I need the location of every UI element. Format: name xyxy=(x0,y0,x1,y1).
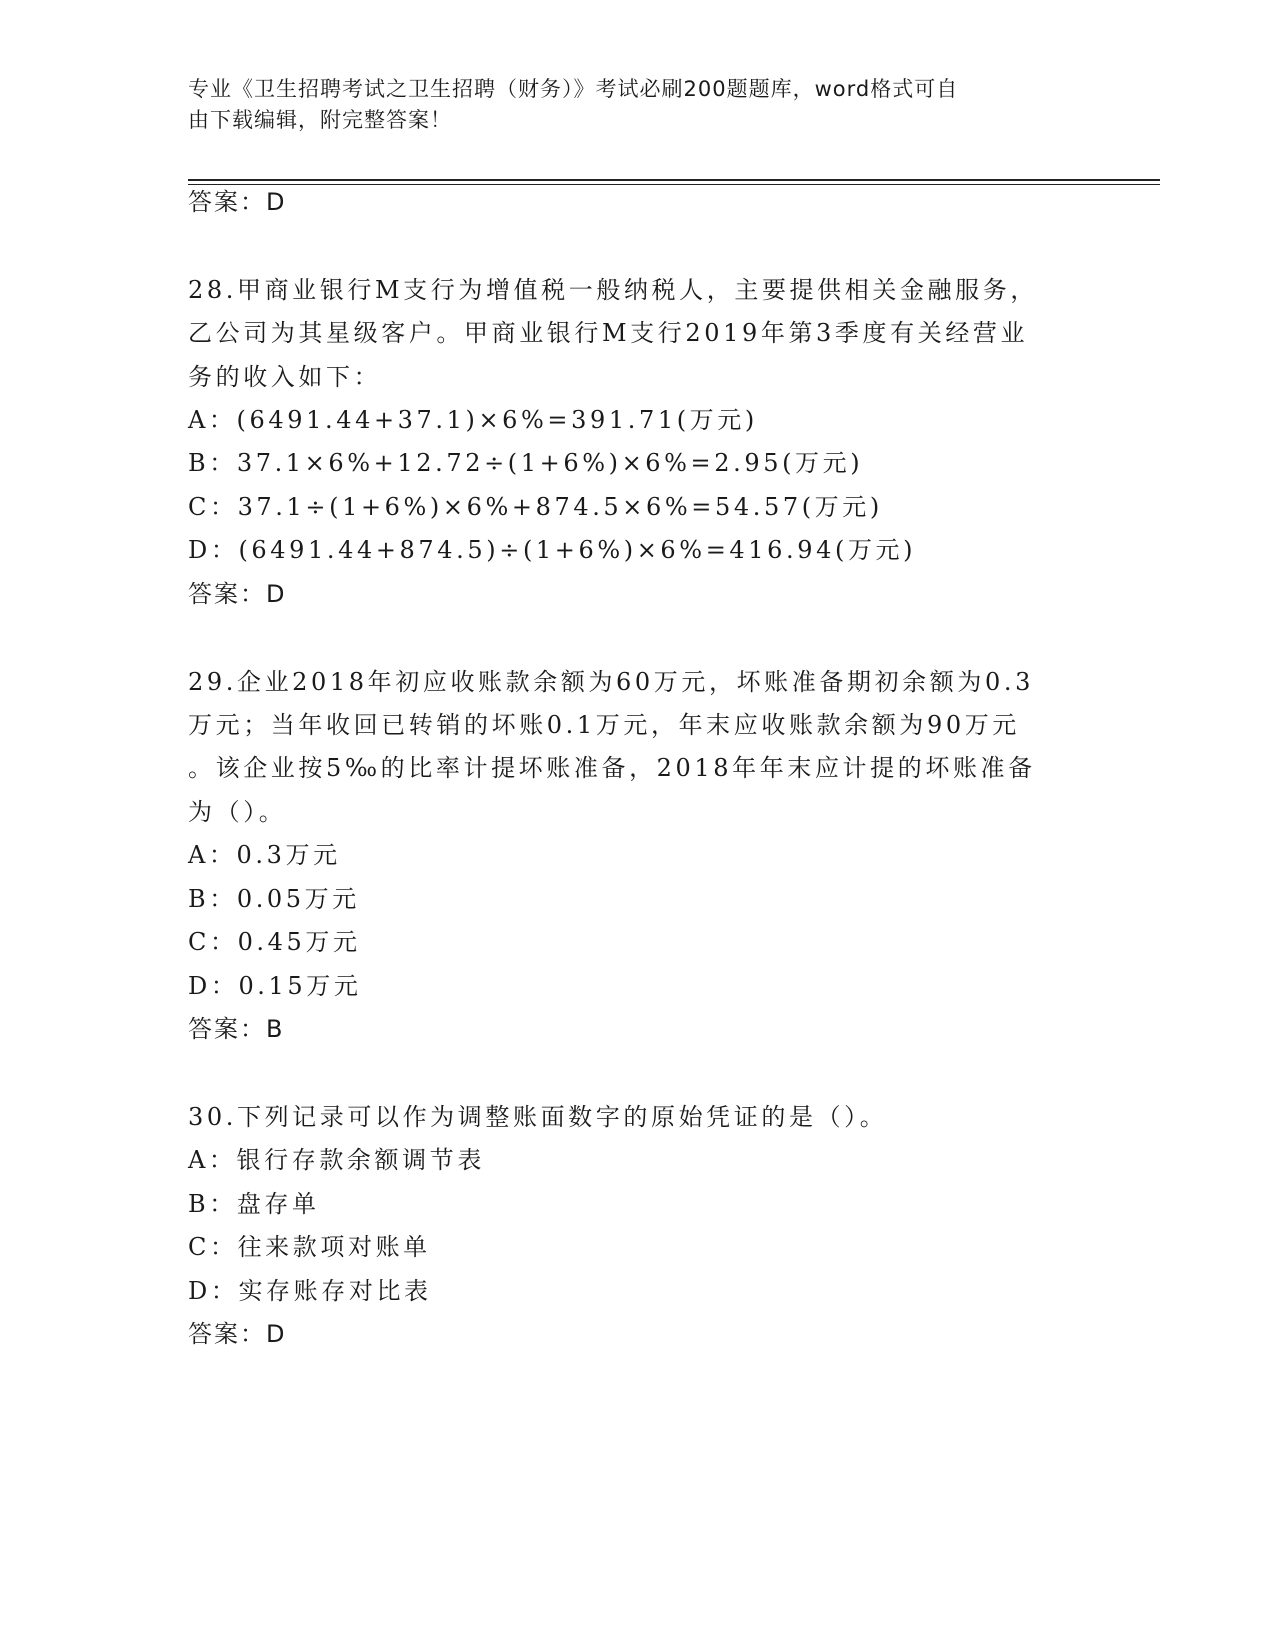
option-c: C：37.1÷(1+6%)×6%+874.5×6%=54.57(万元) xyxy=(188,493,883,521)
option-a: A：银行存款余额调节表 xyxy=(188,1146,485,1174)
option-a: A：(6491.44+37.1)×6%=391.71(万元) xyxy=(188,406,758,434)
question-stem-line: 29.企业2018年初应收账款余额为60万元，坏账准备期初余额为0.3 xyxy=(188,668,1034,696)
option-b: B：0.05万元 xyxy=(188,885,360,913)
answer: 答案：D xyxy=(188,1320,287,1348)
option-d: D：实存账存对比表 xyxy=(188,1277,432,1305)
answer: 答案：D xyxy=(188,580,287,608)
question-stem-line: 28.甲商业银行M支行为增值税一般纳税人，主要提供相关金融服务， xyxy=(188,276,1038,304)
option-d: D：0.15万元 xyxy=(188,972,362,1000)
option-b: B：37.1×6%+12.72÷(1+6%)×6%=2.95(万元) xyxy=(188,449,864,477)
option-c: C：0.45万元 xyxy=(188,928,361,956)
previous-answer: 答案：D xyxy=(188,188,287,216)
question-stem-line: 为（）。 xyxy=(188,798,287,826)
option-c: C：往来款项对账单 xyxy=(188,1233,431,1261)
question-stem-line: 务的收入如下： xyxy=(188,363,382,391)
question-stem-line: 乙公司为其星级客户。甲商业银行M支行2019年第3季度有关经营业 xyxy=(188,319,1029,347)
header-line-1: 专业《卫生招聘考试之卫生招聘（财务）》考试必刷200题题库，word格式可自 xyxy=(188,77,959,101)
option-b: B：盘存单 xyxy=(188,1190,320,1218)
header-divider-thick xyxy=(188,179,1160,181)
question-stem-line: 万元；当年收回已转销的坏账0.1万元，年末应收账款余额为90万元 xyxy=(188,711,1020,739)
header-divider-thin xyxy=(188,184,1160,185)
question-stem-line: 。该企业按5‰的比率计提坏账准备，2018年年末应计提的坏账准备 xyxy=(188,754,1036,782)
document-header xyxy=(188,74,1068,136)
option-d: D：(6491.44+874.5)÷(1+6%)×6%=416.94(万元) xyxy=(188,536,917,564)
answer: 答案：B xyxy=(188,1015,285,1043)
question-stem-line: 30.下列记录可以作为调整账面数字的原始凭证的是（）。 xyxy=(188,1103,888,1131)
option-a: A：0.3万元 xyxy=(188,841,341,869)
header-line-2: 由下载编辑，附完整答案！ xyxy=(188,108,452,132)
